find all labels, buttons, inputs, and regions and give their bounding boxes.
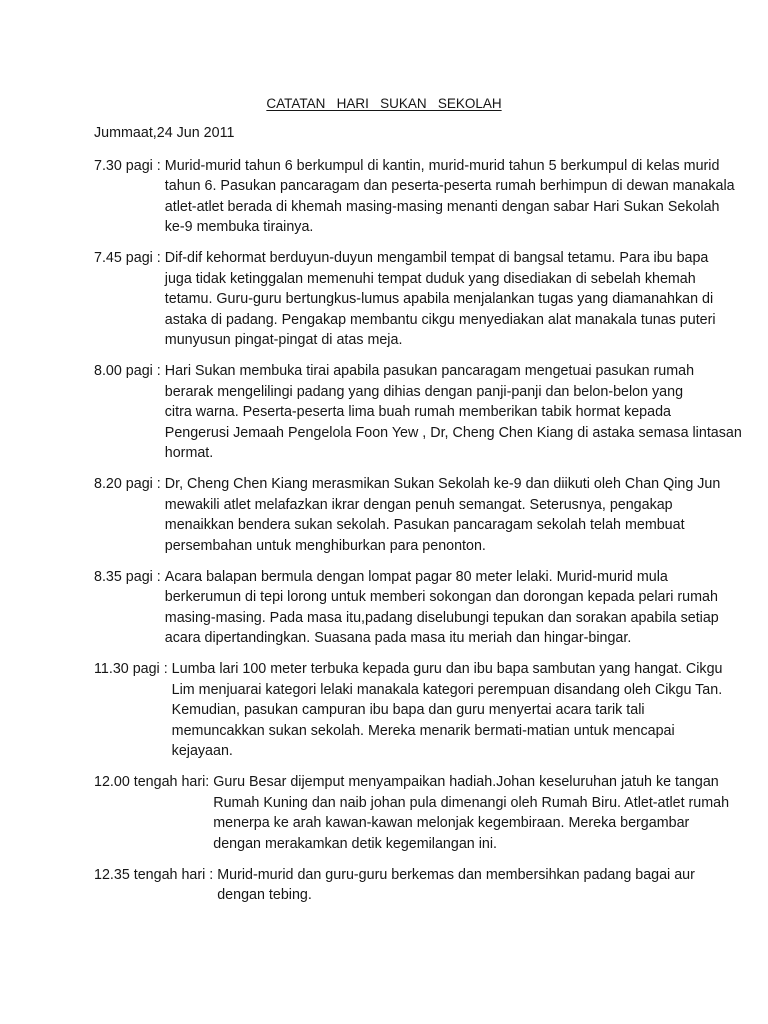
entry-1200	[94, 772, 728, 854]
entry-0835	[94, 567, 728, 649]
entry-line: persembahan untuk menghiburkan para penonton.	[164, 537, 486, 554]
entry-line: Murid-murid tahun 6 berkumpul di kantin, murid-murid tahun 5 berkumpul di kelas murid	[164, 157, 720, 174]
entry-line: masing-masing. Pada masa itu,padang diselubungi tepukan dan sorakan apabila setiap	[164, 609, 719, 626]
entry-line: dengan merakamkan detik kegemilangan ini.	[213, 835, 497, 852]
entry-line: munyusun pingat-pingat di atas meja.	[164, 332, 403, 349]
entry-line: juga tidak ketinggalan memenuhi tempat duduk yang disediakan di sebelah khemah	[164, 270, 696, 287]
entry-line: Lim menjuarai kategori lelaki manakala kategori perempuan disandang oleh Cikgu Tan.	[171, 681, 723, 698]
entry-0745	[94, 248, 728, 351]
entry-line: Dif-dif kehormat berduyun-duyun mengambil tempat di bangsal tetamu. Para ibu bapa	[164, 250, 709, 267]
entry-line: berarak mengelilingi padang yang dihias dengan panji-panji dan belon-belon yang	[164, 383, 684, 400]
entry-line: citra warna. Peserta-peserta lima buah rumah memberikan tabik hormat kepada	[164, 404, 671, 421]
entry-text	[165, 474, 728, 556]
entry-line: Acara balapan bermula dengan lompat pagar 80 meter lelaki. Murid-murid mula	[164, 568, 668, 585]
entry-line: astaka di padang. Pengakap membantu cikgu menyediakan alat manakala tunas puteri	[164, 311, 716, 328]
entry-line: menerpa ke arah kawan-kawan melonjak kegembiraan. Mereka bergambar	[213, 815, 690, 832]
entry-line: ke-9 membuka tirainya.	[164, 219, 314, 236]
entry-1130	[94, 659, 728, 762]
entry-line: berkerumun di tepi lorong untuk memberi sokongan dan dorongan kepada pelari rumah	[164, 589, 718, 606]
entry-text	[164, 156, 735, 238]
entry-text	[213, 772, 728, 854]
entry-line: Murid-murid dan guru-guru berkemas dan membersihkan padang bagai aur	[217, 866, 695, 883]
entry-time: 8.20 pagi :	[94, 476, 161, 493]
entry-text	[217, 865, 728, 906]
entry-line: Guru Besar dijemput menyampaikan hadiah.Johan keseluruhan jatuh ke tangan	[213, 774, 719, 791]
entry-time: 8.00 pagi :	[94, 363, 161, 380]
entry-line: acara dipertandingkan. Suasana pada masa itu meriah dan hingar-bingar.	[164, 630, 632, 647]
entry-line: Rumah Kuning dan naib johan pula dimenangi oleh Rumah Biru. Atlet-atlet rumah	[213, 794, 730, 811]
entry-line: mewakili atlet melafazkan ikrar dengan penuh semangat. Seterusnya, pengakap	[164, 496, 673, 513]
entry-time: 7.30 pagi :	[94, 157, 161, 174]
entry-line: memuncakkan sukan sekolah. Mereka menarik bermati-matian untuk mencapai	[171, 722, 675, 739]
entry-line: tetamu. Guru-guru bertungkus-lumus apabila menjalankan tugas yang diamanahkan di	[164, 291, 714, 308]
entry-line: dengan tebing.	[217, 887, 312, 904]
entry-line: Dr, Cheng Chen Kiang merasmikan Sukan Sekolah ke-9 dan diikuti oleh Chan Qing Jun	[164, 476, 721, 493]
entry-line: atlet-atlet berada di khemah masing-masing menanti dengan sabar Hari Sukan Sekolah	[164, 198, 720, 215]
entry-line: Kemudian, pasukan campuran ibu bapa dan guru menyertai acara tarik tali	[171, 702, 645, 719]
entry-line: Pengerusi Jemaah Pengelola Foon Yew , Dr, Cheng Chen Kiang di astaka semasa lintasan	[164, 424, 742, 441]
entry-time: 12.35 tengah hari :	[94, 866, 214, 883]
entry-line: kejayaan.	[171, 743, 233, 760]
entry-0800	[94, 361, 742, 464]
entry-line: Lumba lari 100 meter terbuka kepada guru dan ibu bapa sambutan yang hangat. Cikgu	[171, 661, 723, 678]
entry-text	[165, 567, 728, 649]
document-date: Jummaat,24 Jun 2011	[94, 125, 235, 141]
entry-line: Hari Sukan membuka tirai apabila pasukan pancaragam mengetuai pasukan rumah	[164, 363, 695, 380]
entry-time: 7.45 pagi :	[94, 250, 161, 267]
entry-1235	[94, 865, 728, 906]
entry-time: 11.30 pagi :	[94, 661, 168, 678]
document-title: CATATAN HARI SUKAN SEKOLAH	[266, 96, 502, 111]
entry-text	[172, 659, 728, 762]
entry-line: menaikkan bendera sukan sekolah. Pasukan pancaragam sekolah telah membuat	[164, 517, 685, 534]
entry-text	[164, 361, 742, 464]
entry-line: tahun 6. Pasukan pancaragam dan peserta-peserta rumah berhimpun di dewan manakala	[164, 178, 735, 195]
entry-time: 12.00 tengah hari:	[94, 774, 210, 791]
entry-0820	[94, 474, 728, 556]
entry-text	[165, 248, 728, 351]
entry-0730	[94, 156, 735, 238]
entry-time: 8.35 pagi :	[94, 568, 161, 585]
entry-line: hormat.	[164, 445, 214, 462]
